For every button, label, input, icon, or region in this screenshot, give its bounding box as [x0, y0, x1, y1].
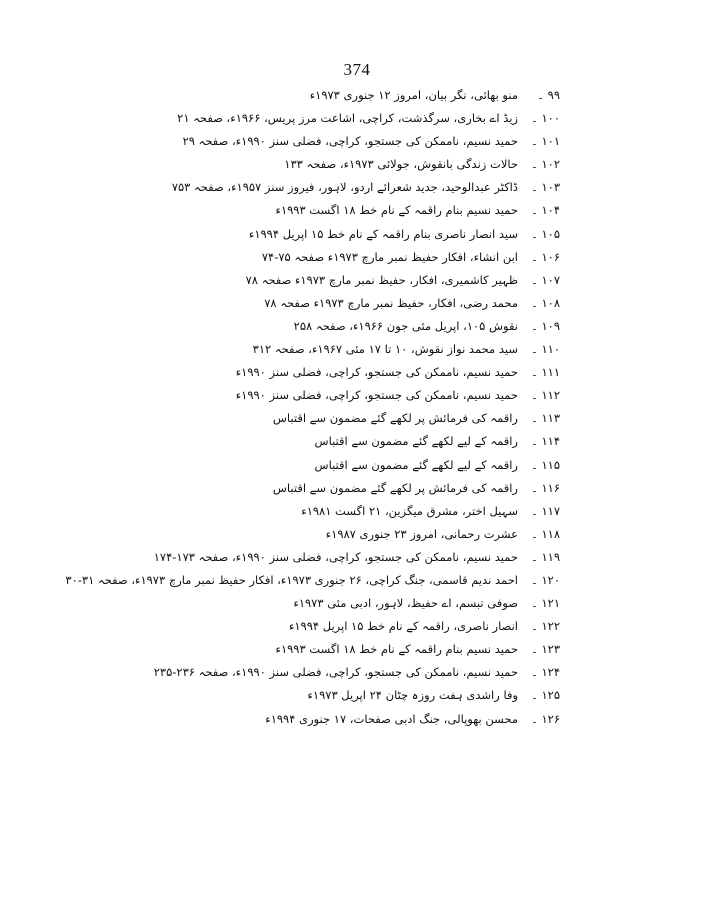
reference-number: ۱۲۲ ۔: [531, 619, 560, 634]
reference-text: صوفی تبسم، اے حفیظ، لاہور، ادبی مئی ۱۹۷۳ء: [293, 596, 518, 611]
reference-text: محمد رضی، افکار، حفیظ نمبر مارچ ۱۹۷۳ء صفحہ ۷۸: [264, 295, 518, 310]
reference-item: [150, 665, 560, 688]
reference-item: [150, 273, 560, 296]
reference-text: حالات زندگی بانقوش، جولائی ۱۹۷۳ء، صفحہ ۱۳۳: [284, 157, 518, 172]
reference-number: ۱۲۵ ۔: [531, 688, 560, 703]
reference-text: حمید نسیم، ناممکن کی جستجو، کراچی، فضلی سنز ۱۹۹۰ء، صفحہ ۲۳۶-۲۳۵: [153, 665, 518, 680]
reference-item: [150, 712, 560, 735]
reference-text: ڈاکٹر عبدالوحید، جدید شعرائے اردو، لاہور، فیروز سنز ۱۹۵۷ء، صفحہ ۷۵۳: [171, 180, 518, 195]
reference-item: [150, 619, 560, 642]
reference-text: راقمہ کے لیے لکھے گئے مضمون سے اقتباس: [314, 457, 518, 472]
reference-text: راقمہ کی فرمائش پر لکھے گئے مضمون سے اقتباس: [272, 480, 518, 495]
reference-text: انصار ناصری، راقمہ کے نام خط ۱۵ اپریل ۱۹۹۴ء: [288, 619, 518, 634]
reference-item: [150, 642, 560, 665]
reference-text: حمید نسیم، ناممکن کی جستجو، کراچی، فضلی سنز ۱۹۹۰ء، صفحہ ۲۹: [182, 134, 518, 149]
reference-text: حمید نسیم، ناممکن کی جستجو، کراچی، فضلی سنز ۱۹۹۰ء: [235, 388, 518, 403]
reference-item: [65, 572, 560, 596]
reference-text: حمید نسیم، ناممکن کی جستجو، کراچی، فضلی سنز ۱۹۹۰ء: [235, 365, 518, 380]
reference-item: [150, 596, 560, 619]
reference-item: [150, 227, 560, 250]
reference-item: [150, 203, 560, 226]
reference-number: ۱۱۳ ۔: [531, 411, 560, 426]
reference-number: ۱۰۲ ۔: [531, 157, 560, 172]
reference-number: ۱۲۱ ۔: [531, 596, 560, 611]
reference-number: ۱۱۱ ۔: [531, 365, 560, 380]
reference-item: [150, 88, 560, 111]
reference-number: ۱۰۴ ۔: [531, 203, 560, 218]
reference-number: ۱۰۰ ۔: [531, 111, 560, 126]
reference-number: ۱۱۹ ۔: [531, 549, 560, 564]
reference-number: ۱۱۸ ۔: [531, 526, 560, 541]
reference-number: ۱۱۵ ۔: [531, 457, 560, 472]
reference-number: ۹۹ ۔: [537, 88, 560, 102]
reference-item: [150, 319, 560, 342]
reference-text: سید محمد نواز نقوش، ۱۰ تا ۱۷ مئی ۱۹۶۷ء، صفحہ ۳۱۲: [252, 342, 518, 357]
reference-text: محسن بھوپالی، جنگ ادبی صفحات، ۱۷ جنوری ۱۹۹۴ء: [265, 711, 518, 726]
reference-item: [150, 250, 560, 273]
reference-text: راقمہ کی فرمائش پر لکھے گئے مضمون سے اقتباس: [272, 411, 518, 426]
reference-number: ۱۱۷ ۔: [531, 503, 560, 518]
reference-number: ۱۲۳ ۔: [531, 642, 560, 657]
reference-item: [150, 550, 560, 573]
reference-text: وفا راشدی ہفت روزہ چٹان ۲۴ اپریل ۱۹۷۳ء: [307, 688, 518, 703]
reference-number: ۱۰۹ ۔: [531, 318, 560, 333]
reference-number: ۱۰۷ ۔: [531, 272, 560, 287]
reference-text: سہیل اختر، مشرق میگزین، ۲۱ اگست ۱۹۸۱ء: [301, 503, 518, 518]
reference-item: [150, 111, 560, 134]
reference-item: [150, 527, 560, 550]
reference-number: ۱۰۱ ۔: [531, 134, 560, 149]
reference-number: ۱۰۵ ۔: [531, 226, 560, 241]
reference-text: منو بھائی، نگر بیان، امروز ۱۲ جنوری ۱۹۷۳ء: [309, 88, 518, 102]
reference-item: [150, 180, 560, 203]
reference-item: [150, 481, 560, 504]
reference-text: راقمہ کے لیے لکھے گئے مضمون سے اقتباس: [314, 434, 518, 449]
reference-text: عشرت رحمانی، امروز ۲۳ جنوری ۱۹۸۷ء: [325, 526, 518, 541]
reference-text: حمید نسیم، ناممکن کی جستجو، کراچی، فضلی سنز ۱۹۹۰ء، صفحہ ۱۷۳-۱۷۴: [153, 549, 518, 564]
reference-item: [150, 434, 560, 457]
reference-item: [150, 157, 560, 180]
reference-number: ۱۱۰ ۔: [531, 342, 560, 357]
reference-text: ظہیر کاشمیری، افکار، حفیظ نمبر مارچ ۱۹۷۳ء صفحہ ۷۸: [245, 272, 518, 287]
reference-number: ۱۲۶ ۔: [531, 711, 560, 726]
reference-item: [150, 458, 560, 481]
page-number: 374: [343, 60, 371, 79]
reference-item: [150, 296, 560, 319]
reference-number: ۱۰۸ ۔: [531, 295, 560, 310]
reference-text: حمید نسیم بنام راقمہ کے نام خط ۱۸ اگست ۱۹۹۳ء: [275, 642, 518, 657]
reference-item: [150, 342, 560, 365]
reference-item: [150, 365, 560, 388]
reference-number: ۱۲۴ ۔: [531, 665, 560, 680]
reference-list: [65, 88, 560, 735]
reference-number: ۱۱۶ ۔: [531, 480, 560, 495]
reference-text: حمید نسیم بنام راقمہ کے نام خط ۱۸ اگست ۱۹۹۳ء: [275, 203, 518, 218]
reference-number: ۱۱۴ ۔: [531, 434, 560, 449]
reference-item: [150, 504, 560, 527]
reference-text: احمد ندیم قاسمی، جنگ کراچی، ۲۶ جنوری ۱۹۷۳ء، افکار حفیظ نمبر مارچ ۱۹۷۳ء، صفحہ ۳۱-۳۰: [65, 572, 518, 587]
reference-number: ۱۰۶ ۔: [531, 249, 560, 264]
reference-text: ابن انشاء، افکار حفیظ نمبر مارچ ۱۹۷۳ء صفحہ ۷۵-۷۴: [261, 249, 518, 264]
reference-text: سید انصار ناصری بنام راقمہ کے نام خط ۱۵ اپریل ۱۹۹۴ء: [248, 226, 518, 241]
reference-item: [150, 411, 560, 434]
reference-number: ۱۲۰ ۔: [531, 572, 560, 587]
reference-text: نقوش ۱۰۵، اپریل مئی جون ۱۹۶۶ء، صفحہ ۲۵۸: [293, 318, 518, 333]
reference-item: [150, 688, 560, 711]
reference-number: ۱۰۳ ۔: [531, 180, 560, 195]
reference-item: [150, 134, 560, 157]
reference-text: زیڈ اے بخاری، سرگذشت، کراچی، اشاعت مرز پریس، ۱۹۶۶ء، صفحہ ۲۱: [177, 111, 518, 126]
reference-item: [150, 388, 560, 411]
reference-number: ۱۱۲ ۔: [531, 388, 560, 403]
